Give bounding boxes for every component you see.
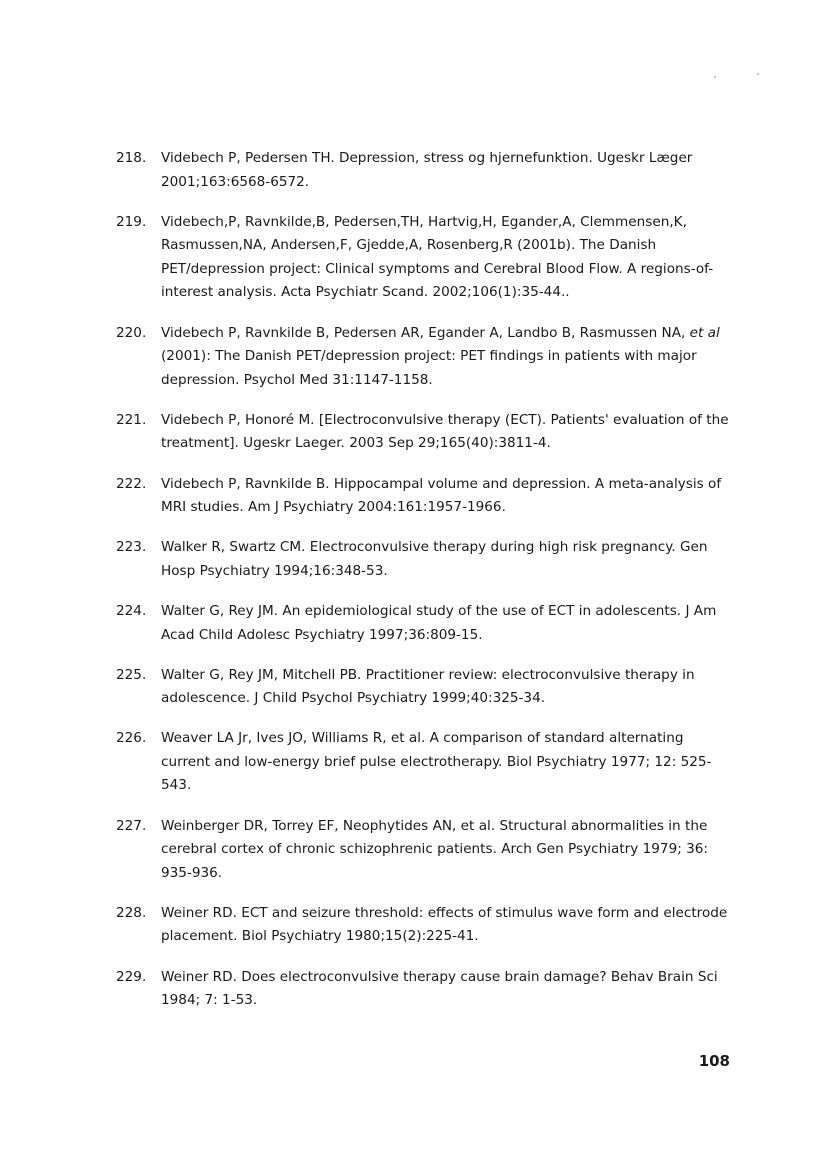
reference-number: 219. — [116, 213, 147, 230]
reference-list — [116, 147, 736, 1029]
reference-text: Weinberger DR, Torrey EF, Neophytides AN, et al. Structural abnormalities in the cerebral cortex of chronic schizophrenic patients. Arch Gen Psychiatry 1979; 36: 935-936. — [161, 817, 709, 881]
scan-speck — [757, 73, 759, 75]
reference-text — [161, 322, 736, 393]
reference-number: 218. — [116, 150, 147, 166]
reference-number: 229. — [116, 968, 147, 985]
reference-text: Videbech P, Pedersen TH. Depression, stress og hjernefunktion. Ugeskr Læger 2001;163:6568-6572. — [161, 150, 693, 190]
reference-text-authors: Videbech P, Ravnkilde B, Pedersen AR, Egander A, Landbo B, Rasmussen NA, — [161, 324, 690, 341]
reference-number: 228. — [116, 904, 147, 921]
reference-text: Videbech P, Ravnkilde B. Hippocampal volume and depression. A meta-analysis of MRI studies. Am J Psychiatry 2004:161:1957-1966. — [161, 475, 722, 516]
reference-item — [116, 966, 736, 1013]
reference-text: Walter G, Rey JM. An epidemiological study of the use of ECT in adolescents. J Am Acad Child Adolesc Psychiatry 1997;36:809-15. — [161, 602, 717, 643]
reference-item — [116, 536, 736, 583]
reference-text: Weiner RD. Does electroconvulsive therapy cause brain damage? Behav Brain Sci 1984; 7: 1-53. — [161, 968, 718, 1009]
reference-number: 225. — [116, 666, 147, 683]
reference-text: Videbech P, Honoré M. [Electroconvulsive therapy (ECT). Patients' evaluation of the treatment]. Ugeskr Laeger. 2003 Sep 29;165(40):3811-4. — [161, 411, 729, 452]
reference-text-et-al: et al — [689, 324, 720, 341]
reference-item — [116, 147, 736, 194]
reference-text: Walker R, Swartz CM. Electroconvulsive therapy during high risk pregnancy. Gen Hosp Psychiatry 1994;16:348-53. — [161, 539, 708, 579]
reference-number: 222. — [116, 475, 147, 492]
scan-speck — [714, 76, 716, 78]
reference-item — [116, 322, 736, 393]
reference-item — [116, 902, 736, 949]
reference-text-rest: (2001): The Danish PET/depression project: PET findings in patients with major depression. Psychol Med 31:1147-1158. — [161, 348, 697, 388]
reference-number: 227. — [116, 817, 147, 834]
reference-text: Walter G, Rey JM, Mitchell PB. Practitioner review: electroconvulsive therapy in adolescence. J Child Psychol Psychiatry 1999;40:325-34. — [161, 666, 695, 707]
reference-item — [116, 473, 736, 520]
reference-item — [116, 600, 736, 647]
reference-number: 223. — [116, 539, 147, 556]
reference-text: Videbech,P, Ravnkilde,B, Pedersen,TH, Hartvig,H, Egander,A, Clemmensen,K, Rasmussen,NA, Andersen,F, Gjedde,A, Rosenberg,R (2001b). The Danish PET/depression project: Clinical symptoms and Cerebral Blood Flow. A regions-of-interest analysis. Acta Psychiatr Scand. 2002;106(1):35-44.. — [161, 213, 714, 301]
reference-text: Weaver LA Jr, Ives JO, Williams R, et al. A comparison of standard alternating current and low-energy brief pulse electrotherapy. Biol Psychiatry 1977; 12: 525-543. — [161, 730, 712, 794]
page-number: 108 — [698, 1052, 730, 1070]
reference-number: 221. — [116, 411, 147, 428]
reference-item — [116, 409, 736, 456]
reference-item — [116, 211, 736, 305]
reference-item — [116, 815, 736, 886]
reference-item — [116, 727, 736, 798]
reference-number: 226. — [116, 730, 147, 747]
reference-item — [116, 664, 736, 711]
reference-number: 224. — [116, 602, 147, 619]
reference-text: Weiner RD. ECT and seizure threshold: effects of stimulus wave form and electrode placement. Biol Psychiatry 1980;15(2):225-41. — [161, 904, 728, 945]
reference-number: 220. — [116, 324, 147, 341]
